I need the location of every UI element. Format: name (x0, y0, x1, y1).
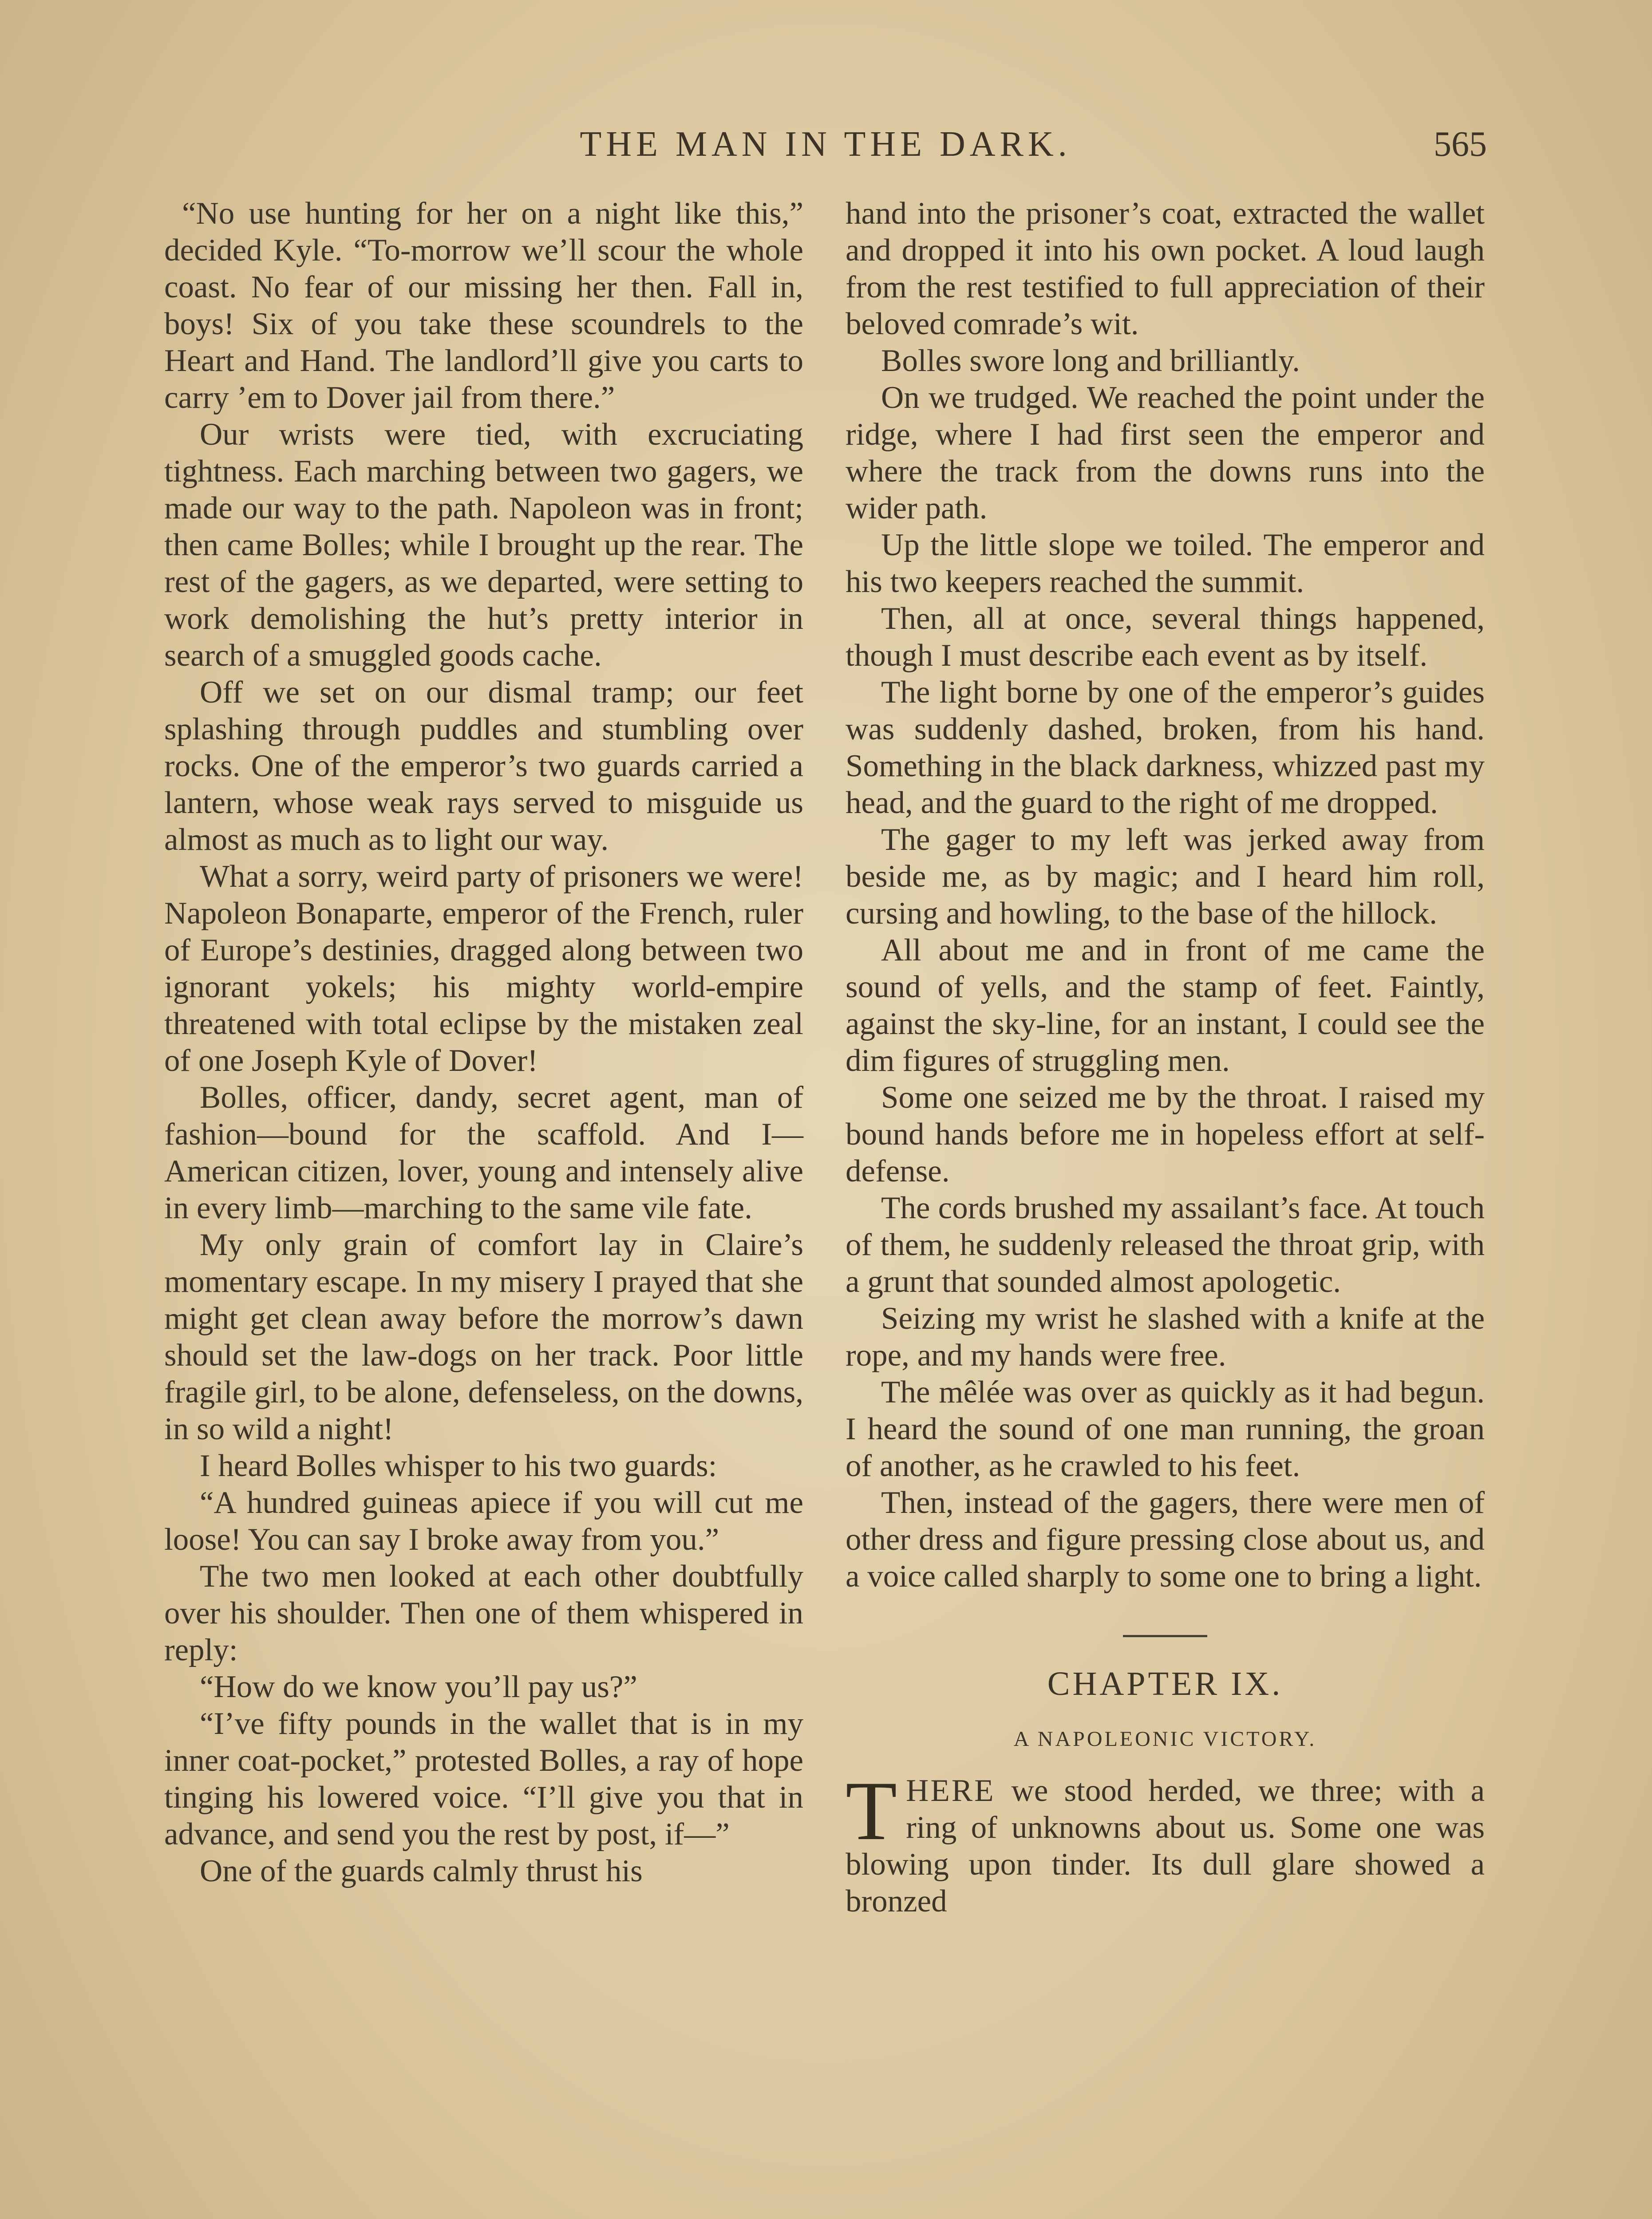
running-title: THE MAN IN THE DARK. (580, 125, 1071, 164)
left-column (164, 195, 803, 1890)
paragraph: My only grain of comfort lay in Claire’s momentary escape. In my misery I prayed that she might get clean away before the morrow’s dawn should set the law-dogs on her track. Poor little fragile girl, to be alone, defenseless, on the downs, in so wild a night! (164, 1228, 803, 1446)
paragraph: “A hundred guineas apiece if you will cut me loose! You can say I broke away from you.” (164, 1485, 803, 1557)
drop-cap: T (846, 1765, 897, 1858)
paragraph: I heard Bolles whisper to his two guards: (200, 1449, 717, 1483)
chapter-opening-paragraph (846, 1765, 1485, 1920)
paragraph: Our wrists were tied, with excruciating tightness. Each marching between two gagers, we made our way to the path. Napoleon was in front; then came Bolles; while I brought up the rear. The rest of the gagers, as we departed, were setting to work demolishing the hut’s pretty interior in search of a smuggled goods cache. (164, 417, 803, 673)
paragraph: The gager to my left was jerked away from beside me, as by magic; and I heard him roll, cursing and howling, to the base of the hillock. (846, 822, 1485, 931)
paragraph: The mêlée was over as quickly as it had begun. I heard the sound of one man running, the groan of another, as he crawled to his feet. (846, 1375, 1485, 1483)
paragraph: Off we set on our dismal tramp; our feet splashing through puddles and stumbling over rocks. One of the emperor’s two guards carried a lantern, whose weak rays served to misguide us almost as much as to light our way. (164, 675, 803, 857)
right-column (846, 195, 1485, 1920)
paragraph: The light borne by one of the emperor’s guides was suddenly dashed, broken, from his hand. Something in the black darkness, whizzed past my head, and the guard to the right of me dropped. (846, 675, 1485, 820)
chapter-subtitle: A NAPOLEONIC VICTORY. (1013, 1727, 1317, 1751)
paragraph: The two men looked at each other doubtfully over his shoulder. Then one of them whispered in reply: (164, 1559, 803, 1667)
opening-text: we stood herded, we three; with a ring of unknowns about us. Some one was blowing upon tinder. Its dull glare showed a bronzed (846, 1773, 1485, 1919)
paragraph: Up the little slope we toiled. The emperor and his two keepers reached the summit. (846, 528, 1485, 599)
paragraph: The cords brushed my assailant’s face. At touch of them, he suddenly released the throat grip, with a grunt that sounded almost apologetic. (846, 1191, 1485, 1299)
page-header (164, 120, 1487, 169)
paragraph: All about me and in front of me came the sound of yells, and the stamp of feet. Faintly, against the sky-line, for an instant, I could see the dim figures of struggling men. (846, 933, 1485, 1078)
chapter-title: CHAPTER IX. (1047, 1665, 1283, 1702)
paragraph: Then, instead of the gagers, there were men of other dress and figure pressing close about us, and a voice called sharply to some one to bring a light. (846, 1485, 1485, 1594)
paragraph: What a sorry, weird party of prisoners we were! Napoleon Bonaparte, emperor of the French, ruler of Europe’s destinies, dragged along between two ignorant yokels; his mighty world-empire threatened with total eclipse by the mistaken zeal of one Joseph Kyle of Dover! (164, 859, 803, 1078)
paragraph: “How do we know you’ll pay us?” (200, 1670, 637, 1704)
paragraph: hand into the prisoner’s coat, extracted the wallet and dropped it into his own pocket. A loud laugh from the rest testified to full appreciation of their beloved comrade’s wit. (846, 196, 1485, 341)
paragraph: Some one seized me by the throat. I raised my bound hands before me in hopeless effort at self-defense. (846, 1080, 1485, 1188)
paragraph: “I’ve fifty pounds in the wallet that is in my inner coat-pocket,” protested Bolles, a ray of hope tinging his lowered voice. “I’ll give you that in advance, and send you the rest by post, if—” (164, 1706, 803, 1852)
opening-smallcaps: HERE (906, 1773, 996, 1808)
paragraph: On we trudged. We reached the point under the ridge, where I had first seen the emperor and where the track from the downs runs into the wider path. (846, 380, 1485, 525)
page-number: 565 (1434, 125, 1487, 164)
chapter-divider-rule (1123, 1635, 1207, 1637)
paragraph: Then, all at once, several things happened, though I must describe each event as by itself. (846, 601, 1485, 673)
paragraph: Bolles swore long and brilliantly. (881, 344, 1300, 378)
paragraph: “No use hunting for her on a night like this,” decided Kyle. “To-morrow we’ll scour the whole coast. No fear of our missing her then. Fall in, boys! Six of you take these scoundrels to the Heart and Hand. The landlord’ll give you carts to carry ’em to Dover jail from there.” (164, 196, 803, 415)
paragraph: Seizing my wrist he slashed with a knife at the rope, and my hands were free. (846, 1301, 1485, 1373)
paragraph: Bolles, officer, dandy, secret agent, man of fashion—bound for the scaffold. And I—American citizen, lover, young and intensely alive in every limb—marching to the same vile fate. (164, 1080, 803, 1225)
paragraph: One of the guards calmly thrust his (200, 1854, 643, 1888)
